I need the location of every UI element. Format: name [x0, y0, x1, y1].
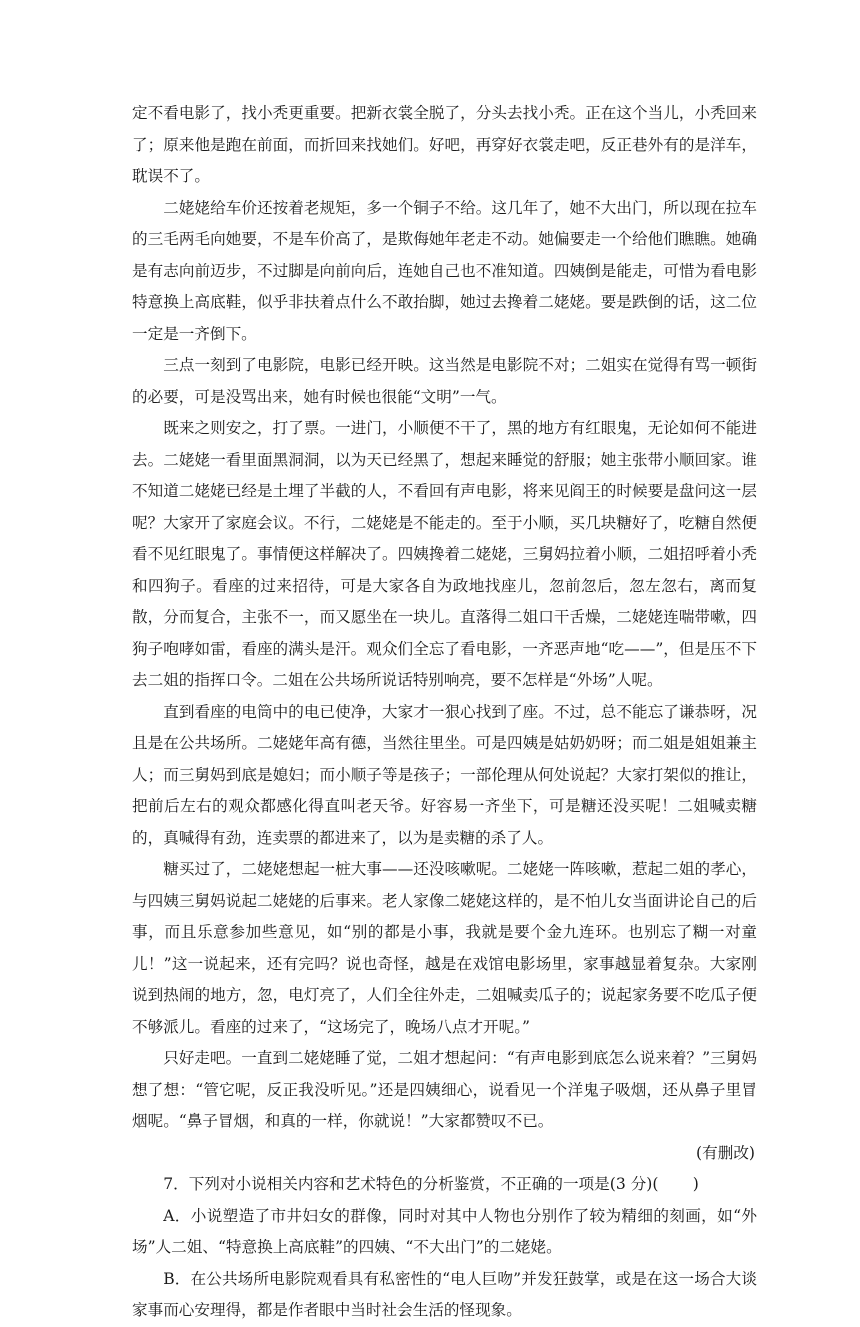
paragraph-1: 定不看电影了，找小秃更重要。把新衣裳全脱了，分头去找小秃。正在这个当儿，小秃回来了；原来他是跑在前面，而折回来找她们。好吧，再穿好衣裳走吧，反正巷外有的是洋车，耽误不了。: [132, 104, 757, 185]
paragraph-6: 糖买过了，二姥姥想起一桩大事——还没咳嗽呢。二姥姥一阵咳嗽，惹起二姐的孝心，与四姨三舅妈说起二姥姥的后事来。老人家像二姥姥这样的，是不怕儿女当面讲论自己的后事，而且乐意参加些意见，如“别的都是小事，我就是要个金九连环。也别忘了糊一对童儿！”这一说起来，还有完吗？说也奇怪，越是在戏馆电影场里，家事越显着复杂。大家刚说到热闹的地方，忽，电灯亮了，人们全往外走，二姐喊卖瓜子的；说起家务要不吃瓜子便不够派儿。看座的过来了，“这场完了，晚场八点才开呢。”: [132, 860, 757, 1036]
option-a: A．小说塑造了市井妇女的群像，同时对其中人物也分别作了较为精细的刻画，如“外场”人二姐、“特意换上高底鞋”的四姨、“不大出门”的二姥姥。: [132, 1206, 757, 1256]
paragraph-5: 直到看座的电筒中的电已使净，大家才一狠心找到了座。不过，总不能忘了谦恭呀，况且是在公共场所。二姥姥年高有德，当然往里坐。可是四姨是姑奶奶呀；而二姐是姐姐兼主人；而三舅妈到底是媳妇；而小顺子等是孩子；一部伦理从何处说起？大家打架似的推让，把前后左右的观众都感化得直叫老天爷。好容易一齐坐下，可是糖还没买呢！二姐喊卖糖的，真喊得有劲，连卖票的都进来了，以为是卖糖的杀了人。: [132, 702, 757, 847]
paragraph-4: 既来之则安之，打了票。一进门，小顺便不干了，黑的地方有红眼鬼，无论如何不能进去。二姥姥一看里面黑洞洞，以为天已经黑了，想起来睡觉的舒服；她主张带小顺回家。谁不知道二姥姥已经是土埋了半截的人，不看回有声电影，将来见阎王的时候要是盘问这一层呢？大家开了家庭会议。不行，二姥姥是不能走的。至于小顺，买几块糖好了，吃糖自然便看不见红眼鬼了。事情便这样解决了。四姨搀着二姥姥，三舅妈拉着小顺，二姐招呼着小秃和四狗子。看座的过来招待，可是大家各自为政地找座儿，忽前忽后，忽左忽右，离而复散，分而复合，主张不一，而又愿坐在一块儿。直落得二姐口干舌燥，二姥姥连喘带嗽，四狗子咆哮如雷，看座的满头是汗。观众们全忘了看电影，一齐恶声地“吃——”，但是压不下去二姐的指挥口令。二姐在公共场所说话特别响亮，要不怎样是“外场”人呢。: [132, 419, 757, 689]
source-note: (有删改): [696, 1143, 755, 1162]
question-stem-text: 7．下列对小说相关内容和艺术特色的分析鉴赏，不正确的一项是(3 分)(: [163, 1175, 659, 1193]
question-7-stem: [132, 1169, 757, 1201]
paragraph-2: 二姥姥给车价还按着老规矩，多一个铜子不给。这几年了，她不大出门，所以现在拉车的三毛两毛向她要，不是车价高了，是欺侮她年老走不动。她偏要走一个给他们瞧瞧。她确是有志向前迈步，不过脚是向前向后，连她自己也不准知道。四姨倒是能走，可惜为看电影特意换上高底鞋，似乎非扶着点什么不敢抬脚，她过去搀着二姥姥。要是跌倒的话，这二位一定是一齐倒下。: [132, 198, 757, 343]
paragraph-3: 三点一刻到了电影院，电影已经开映。这当然是电影院不对；二姐实在觉得有骂一顿街的必要，可是没骂出来，她有时候也很能“文明”一气。: [132, 356, 757, 406]
option-b: B．在公共场所电影院观看具有私密性的“电人巨吻”并发狂鼓掌，或是在这一场合大谈家事而心安理得，都是作者眼中当时社会生活的怪现象。: [132, 1269, 757, 1319]
question-stem-close: ): [692, 1175, 699, 1193]
paragraph-7: 只好走吧。一直到二姥姥睡了觉，二姐才想起问：“有声电影到底怎么说来着？”三舅妈想了想：“管它呢，反正我没听见。”还是四姨细心，说看见一个洋鬼子吸烟，还从鼻子里冒烟呢。“鼻子冒烟，和真的一样，你就说！”大家都赞叹不已。: [132, 1049, 757, 1130]
